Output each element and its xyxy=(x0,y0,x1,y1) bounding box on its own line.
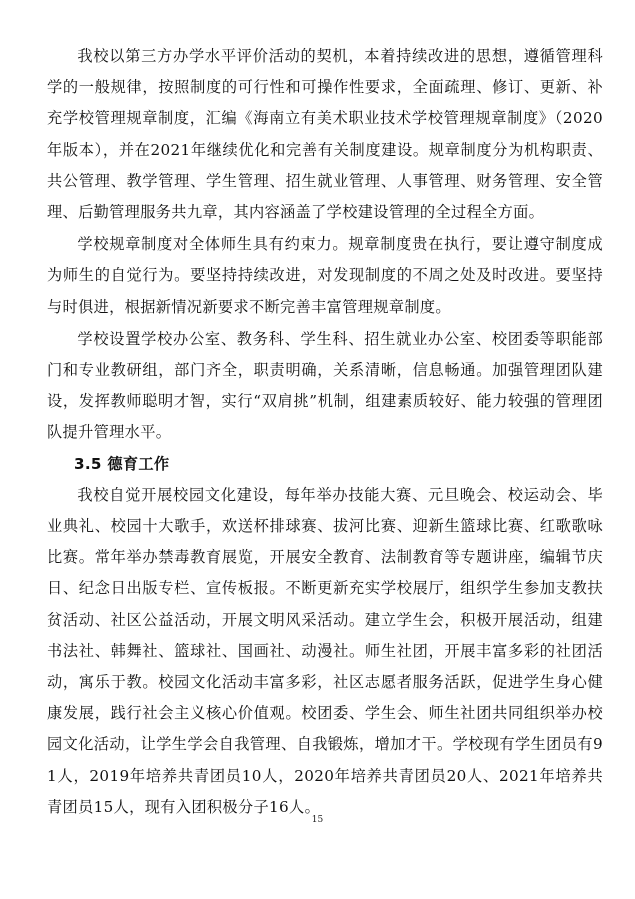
paragraph-departments: 学校设置学校办公室、教务科、学生科、招生就业办公室、校团委等职能部门和专业教研组，部门齐全，职责明确，关系清晰，信息畅通。加强管理团队建设，发挥教师聪明才智，实行“双肩挑”机制，组建素质较好、能力较强的管理团队提升管理水平。 xyxy=(47,329,603,442)
section-heading: 3.5 德育工作 xyxy=(74,454,170,473)
page-number: 15 xyxy=(311,815,324,825)
body-text xyxy=(47,41,603,823)
paragraph-moral-education: 我校自觉开展校园文化建设，每年举办技能大赛、元旦晚会、校运动会、毕业典礼、校园十大歌手，欢送杯排球赛、拔河比赛、迎新生篮球比赛、红歌歌咏比赛。常年举办禁毒教育展览，开展安全教育、法制教育等专题讲座，编辑节庆日、纪念日出版专栏、宣传板报。不断更新充实学校展厅，组织学生参加支教扶贫活动、社区公益活动，开展文明风采活动。建立学生会，积极开展活动，组建书法社、韩舞社、篮球社、国画社、动漫社。师生社团，开展丰富多彩的社团活动，寓乐于教。校园文化活动丰富多彩，社区志愿者服务活跃，促进学生身心健康发展，践行社会主义核心价值观。校团委、学生会、师生社团共同组织举办校园文化活动，让学生学会自我管理、自我锻炼，增加才干。学校现有学生团员有91人，2019年培养共青团员10人，2020年培养共青团员20人、2021年培养共青团员15人，现有入团积极分子16人。 xyxy=(47,485,603,816)
paragraph-regulations-compilation: 我校以第三方办学水平评价活动的契机，本着持续改进的思想，遵循管理科学的一般规律，按照制度的可行性和可操作性要求，全面疏理、修订、更新、补充学校管理规章制度，汇编《海南立有美术职业技术学校管理规章制度》（2020年版本），并在2021年继续优化和完善有关制度建设。规章制度分为机构职责、共公管理、教学管理、学生管理、招生就业管理、人事管理、财务管理、安全管理、后勤管理服务共九章，其内容涵盖了学校建设管理的全过程全方面。 xyxy=(47,47,603,222)
paragraph-regulations-enforcement: 学校规章制度对全体师生具有约束力。规章制度贵在执行，要让遵守制度成为师生的自觉行为。要坚持持续改进，对发现制度的不周之处及时改进。要坚持与时俱进，根据新情况新要求不断完善丰富管理规章制度。 xyxy=(47,235,603,316)
